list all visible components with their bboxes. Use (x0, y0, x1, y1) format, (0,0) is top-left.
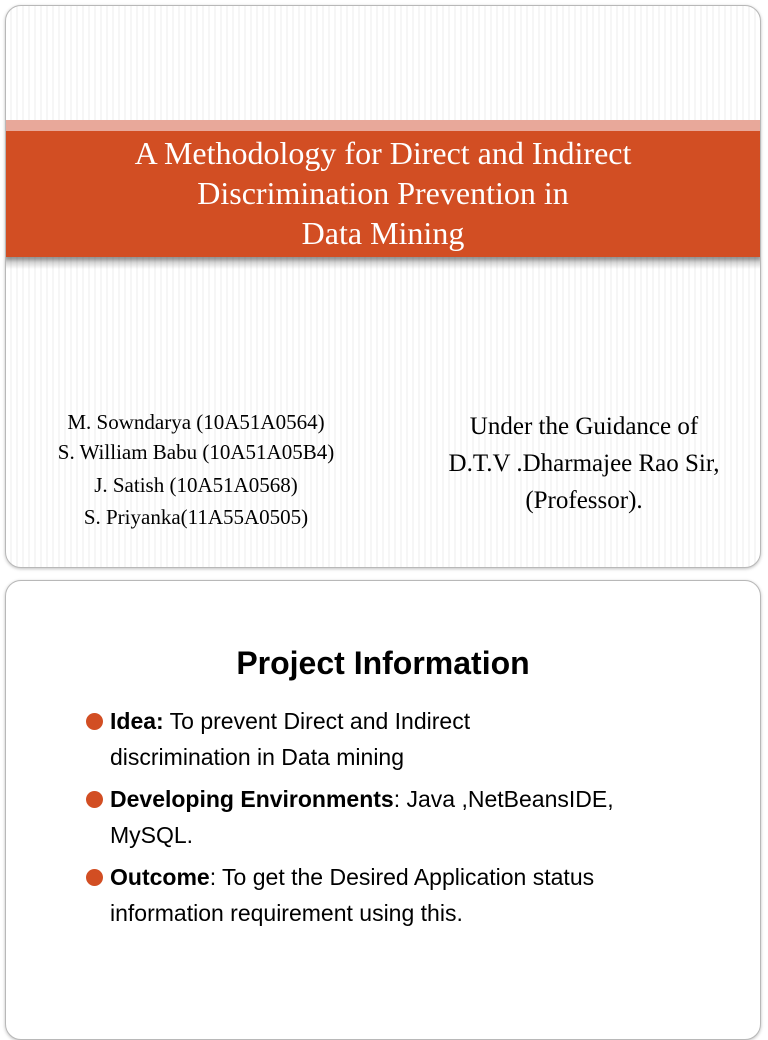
bullet-label: Outcome (110, 864, 210, 890)
guide-name: D.T.V .Dharmajee Rao Sir, (448, 450, 720, 477)
team-member: J. Satish (10A51A0568) (94, 473, 298, 497)
title-band (6, 131, 760, 257)
bullet-body: : To get the Desired Application status (209, 864, 595, 890)
title-line-1: A Methodology for Direct and Indirect (134, 135, 632, 171)
slide-title: Project Information (236, 645, 530, 681)
guidance-heading: Under the Guidance of (469, 413, 699, 440)
project-info-slide (5, 580, 761, 1040)
bullet-body: : Java ,NetBeansIDE, (393, 786, 614, 812)
bullet-dot-icon (86, 869, 103, 886)
bullet-dot-icon (86, 713, 103, 730)
bullet-body: To prevent Direct and Indirect (163, 708, 471, 734)
bullet-label: Idea: (110, 708, 164, 734)
bullet-text (110, 703, 730, 775)
title-line-3: Data Mining (301, 215, 465, 251)
bullet-label: Developing Environments (110, 786, 394, 812)
guide-designation: (Professor). (525, 487, 643, 514)
bullet-body-continued: MySQL. (110, 822, 194, 848)
title-slide (5, 5, 761, 568)
team-member: S. William Babu (10A51A05B4) (57, 440, 335, 464)
title-band-highlight (6, 120, 760, 131)
bullet-dot-icon (86, 791, 103, 808)
title-line-2: Discrimination Prevention in (197, 175, 569, 211)
bullet-text (110, 781, 730, 853)
team-member: S. Priyanka(11A55A0505) (83, 505, 309, 529)
title-band-shadow (6, 257, 760, 269)
bullet-body-continued: information requirement using this. (110, 900, 463, 926)
bullet-body-continued: discrimination in Data mining (110, 744, 405, 770)
team-member: M. Sowndarya (10A51A0564) (67, 410, 325, 434)
bullet-text (110, 859, 730, 931)
